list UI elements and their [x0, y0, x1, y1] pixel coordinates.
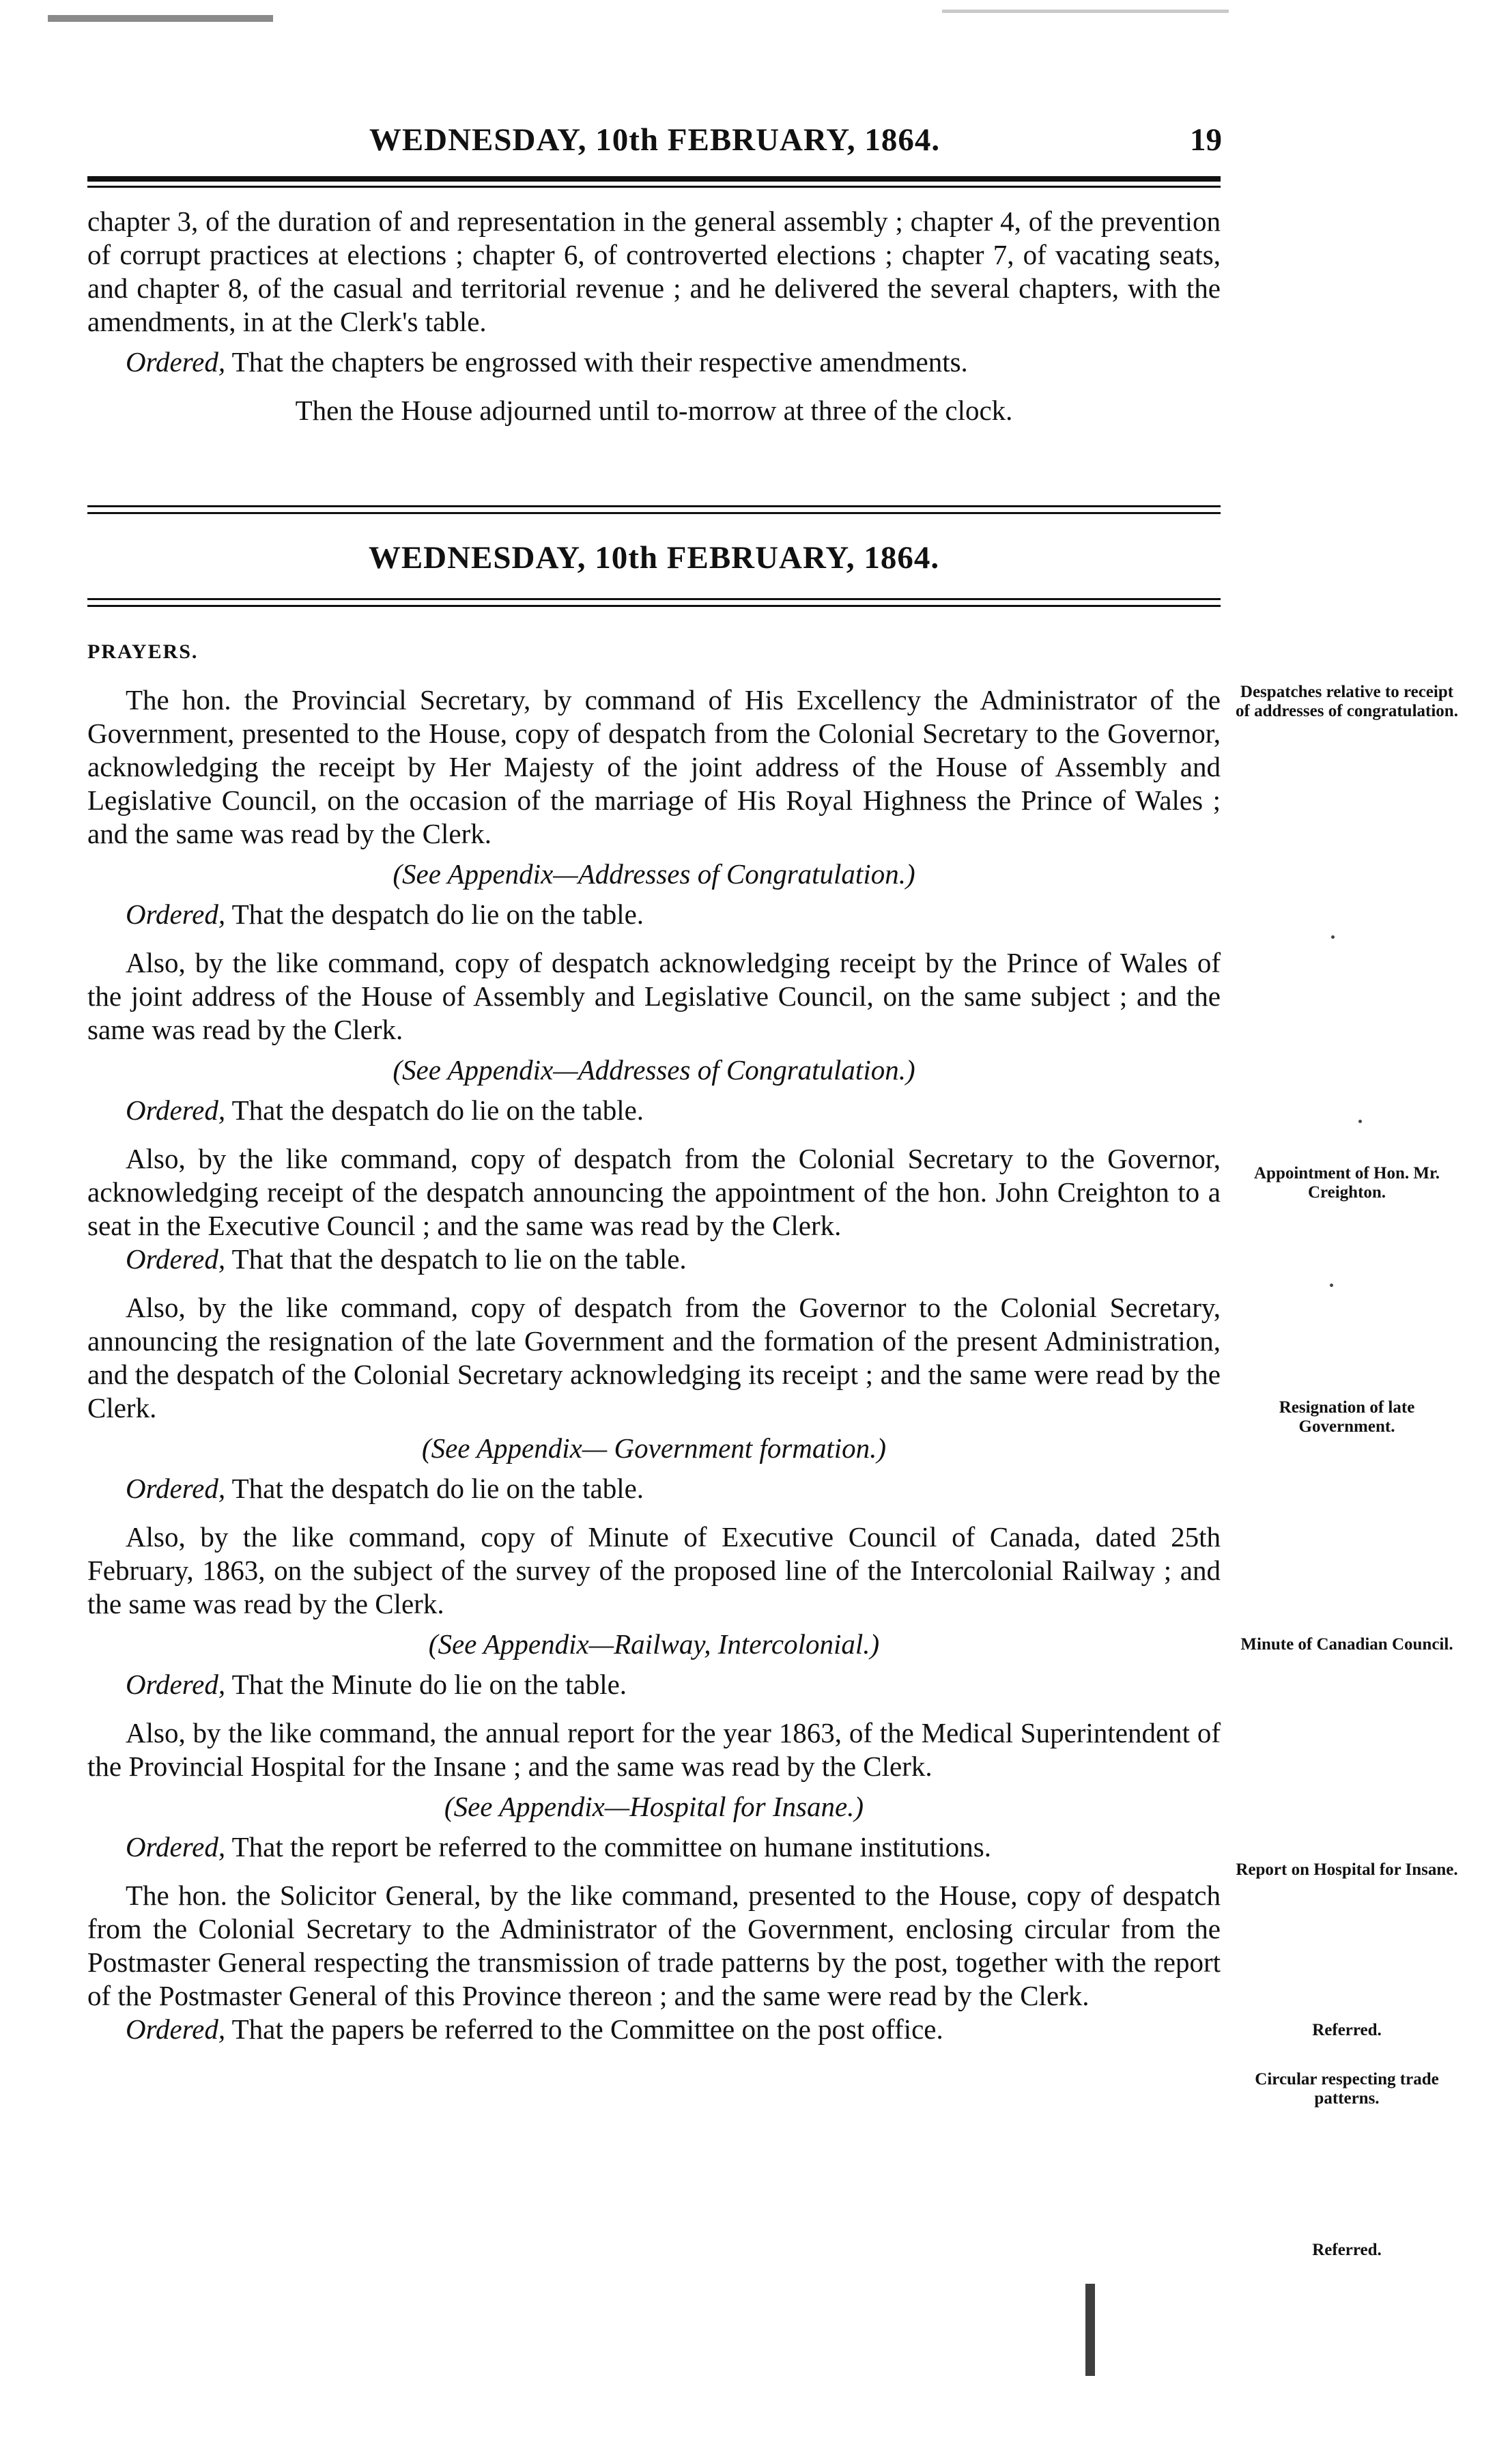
margin-note-resignation: Resignation of late Government. — [1279, 1398, 1415, 1436]
ordered-text: That that the despatch to lie on the table. — [225, 1243, 687, 1275]
margin-note-referred-2: Referred. — [1312, 2241, 1382, 2259]
ordered-label: Ordered, — [126, 1094, 226, 1126]
margin-note-addresses: Despatches relative to receipt of addresses of congratulation. — [1236, 683, 1458, 720]
ordered-label: Ordered, — [126, 898, 226, 930]
scan-speck — [1331, 935, 1335, 939]
ordered-label: Ordered, — [126, 346, 226, 378]
section-rule-bottom-2 — [87, 605, 1221, 607]
appendix-reference — [87, 1053, 1221, 1087]
continuation-block — [87, 205, 1221, 427]
scan-artifact-top-right — [942, 10, 1229, 13]
entry-paragraph: The hon. the Solicitor General, by the like command, presented to the House, copy of despatch from the Colonial Secretary to the Administrator of the Government, enclosing circular from the Postmaster General respecting the transmission of trade patterns by the post, together with the report of the Postmaster General of this Province thereon ; and the same were read by the Clerk. — [87, 1880, 1221, 2011]
appendix-reference-text: (See Appendix—Addresses of Congratulation.) — [393, 858, 915, 890]
entry-paragraph: Also, by the like command, the annual report for the year 1863, of the Medical Superintendent of the Provincial Hospital for the Insane ; and the same was read by the Clerk. — [87, 1717, 1221, 1782]
ordered-text: That the despatch do lie on the table. — [225, 898, 644, 930]
margin-note-hospital: Report on Hospital for Insane. — [1236, 1860, 1458, 1879]
ordered-paragraph — [87, 1094, 1221, 1127]
proceedings-block — [87, 635, 1221, 2046]
ordered-label: Ordered, — [126, 1831, 226, 1863]
ordered-label: Ordered, — [126, 1669, 226, 1700]
entry-paragraph: Also, by the like command, copy of despatch acknowledging receipt by the Prince of Wales of the joint address of the House of Assembly and Legislative Council, on the same subject ; and the same was read by the Clerk. — [87, 947, 1221, 1045]
ordered-paragraph — [87, 898, 1221, 931]
appendix-reference — [87, 1432, 1221, 1465]
margin-note-creighton: Appointment of Hon. Mr. Creighton. — [1253, 1164, 1440, 1202]
ordered-label: Ordered, — [126, 1473, 226, 1504]
ordered-paragraph — [87, 345, 1221, 379]
header-rule-thin — [87, 186, 1221, 188]
prayers-heading: PRAYERS. — [87, 640, 199, 663]
section-rule-top-2 — [87, 512, 1221, 514]
section-rule-top — [87, 505, 1221, 507]
ordered-paragraph — [87, 1830, 1221, 1864]
appendix-reference-text: (See Appendix—Hospital for Insane.) — [444, 1791, 864, 1822]
entry-paragraph: Also, by the like command, copy of despatch from the Governor to the Colonial Secretary, announcing the resignation of the late Government and the formation of the present Administration, and the despatch of the Colonial Secretary acknowledging its receipt ; and the same were read by the Clerk. — [87, 1292, 1221, 1424]
section-rule-bottom — [87, 598, 1221, 600]
scan-artifact-bottom — [1085, 2284, 1095, 2376]
scan-speck — [1330, 1284, 1333, 1287]
entry-paragraph: The hon. the Provincial Secretary, by command of His Excellency the Administrator of the Government, presented to the House, copy of despatch from the Colonial Secretary to the Governor, acknowledging the receipt by Her Majesty of the joint address of the House of Assembly and Legislative Council, on the occasion of the marriage of His Royal Highness the Prince of Wales ; and the same was read by the Clerk. — [87, 684, 1221, 849]
ordered-text: That the papers be referred to the Committee on the post office. — [225, 2013, 943, 2045]
ordered-text: That the Minute do lie on the table. — [225, 1669, 627, 1700]
header-rule — [87, 176, 1221, 182]
running-head — [87, 116, 1222, 164]
running-head-title: WEDNESDAY, 10th FEBRUARY, 1864. — [369, 122, 941, 158]
ordered-text: That the despatch do lie on the table. — [225, 1094, 644, 1126]
adjournment-paragraph: Then the House adjourned until to-morrow at three of the clock. — [295, 395, 1013, 426]
ordered-text: That the despatch do lie on the table. — [225, 1473, 644, 1504]
continuation-paragraph: chapter 3, of the duration of and representation in the general assembly ; chapter 4, of the prevention of corrupt practices at elections ; chapter 6, of controverted elections ; chapter 7, of vacating seats, and chapter 8, of the casual and territorial revenue ; and he delivered the several chapters, with the amendments, in at the Clerk's table. — [87, 206, 1221, 337]
appendix-reference-text: (See Appendix— Government formation.) — [421, 1432, 887, 1464]
margin-note-referred: Referred. — [1312, 2021, 1382, 2039]
entry-paragraph: Also, by the like command, copy of Minute of Executive Council of Canada, dated 25th February, 1863, on the subject of the survey of the proposed line of the Intercolonial Railway ; and the same was read by the Clerk. — [87, 1521, 1221, 1619]
ordered-text: That the report be referred to the committee on humane institutions. — [225, 1831, 991, 1863]
ordered-paragraph — [87, 1668, 1221, 1701]
margin-note-trade-patterns: Circular respecting trade patterns. — [1255, 2070, 1439, 2108]
entry-paragraph: Also, by the like command, copy of despatch from the Colonial Secretary to the Governor, acknowledging receipt of the despatch announcing the appointment of the hon. John Creighton to a seat in the Executive Council ; and the same was read by the Clerk. — [87, 1143, 1221, 1241]
margin-note-minute: Minute of Canadian Council. — [1240, 1635, 1453, 1654]
appendix-reference-text: (See Appendix—Railway, Intercolonial.) — [428, 1628, 880, 1660]
section-title: WEDNESDAY, 10th FEBRUARY, 1864. — [368, 540, 940, 576]
ordered-paragraph — [87, 1472, 1221, 1505]
appendix-reference — [87, 1628, 1221, 1661]
page-number: 19 — [1190, 122, 1222, 158]
ordered-label: Ordered, — [126, 2013, 226, 2045]
scan-artifact-top-left — [48, 15, 273, 22]
scan-speck — [1358, 1120, 1362, 1123]
appendix-reference-text: (See Appendix—Addresses of Congratulation.) — [393, 1054, 915, 1086]
ordered-paragraph — [87, 1243, 1221, 1276]
appendix-reference — [87, 1790, 1221, 1824]
ordered-text: That the chapters be engrossed with their respective amendments. — [225, 346, 968, 378]
appendix-reference — [87, 858, 1221, 891]
ordered-paragraph — [87, 2013, 1221, 2046]
ordered-label: Ordered, — [126, 1243, 226, 1275]
